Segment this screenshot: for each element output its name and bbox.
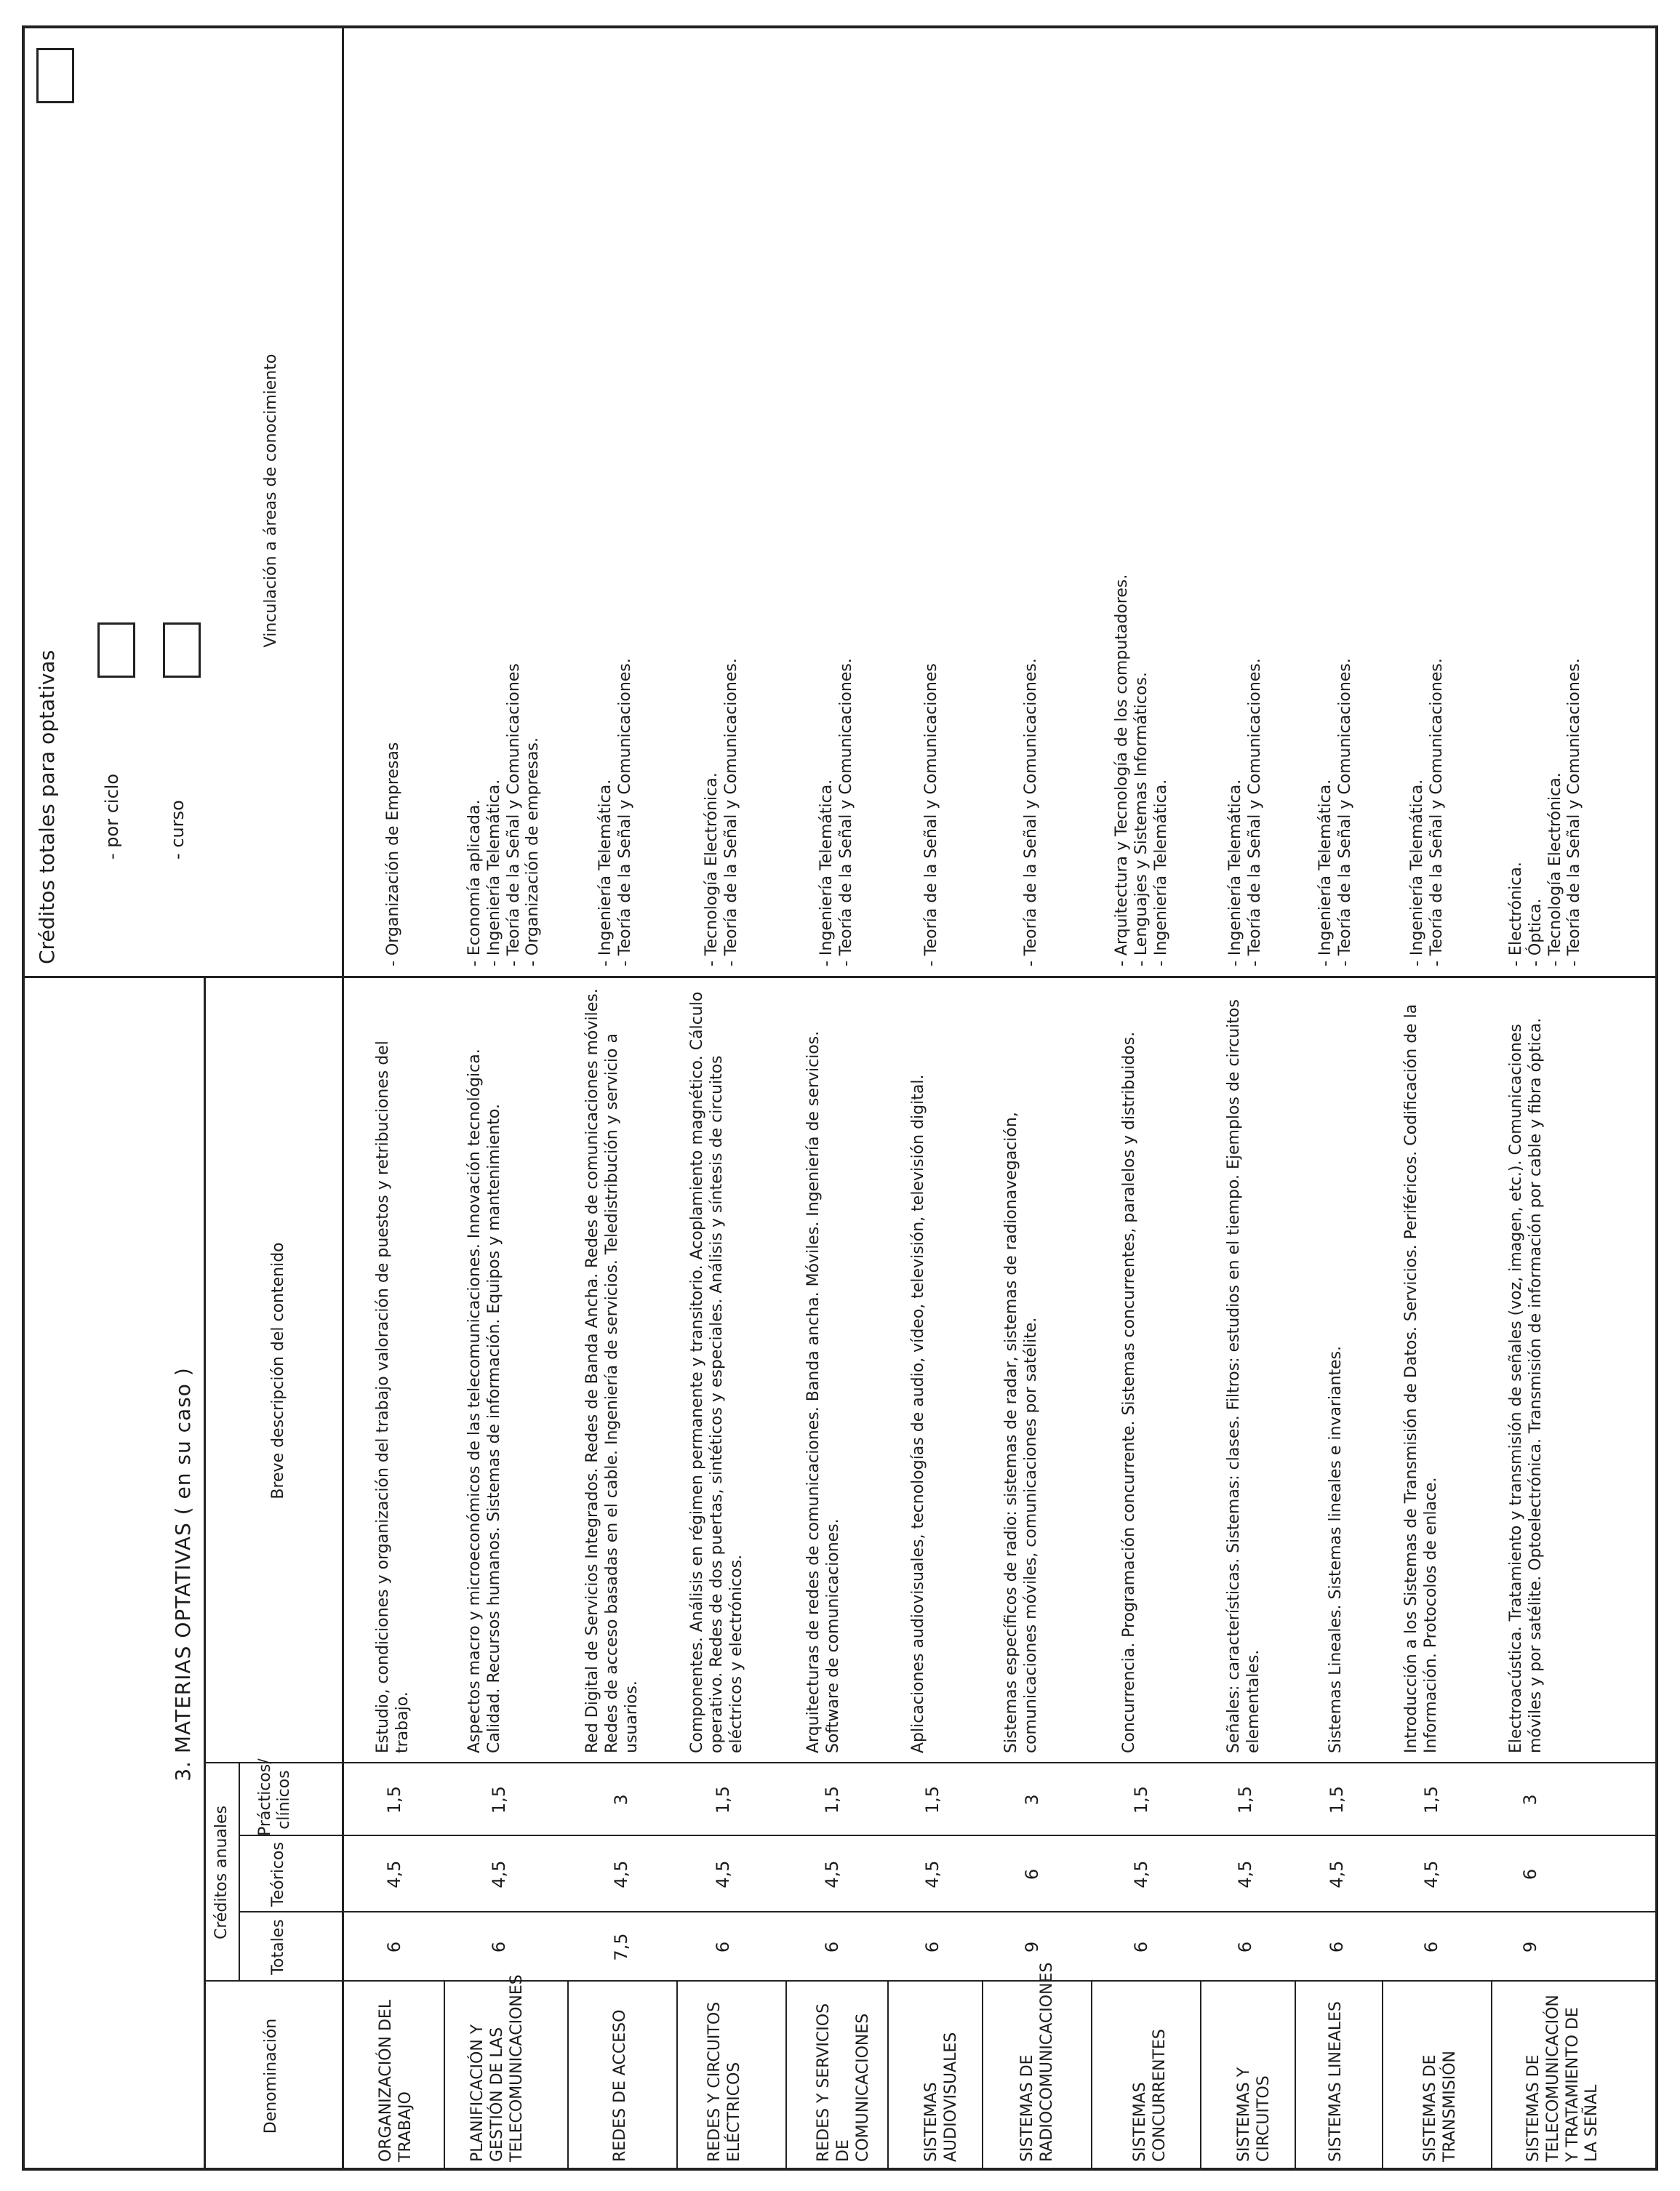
row-descripcion: Sistemas específicos de radio: sistemas de radar, sistemas de radionavegación, comunicaciones móviles, comunicaciones por satélite. — [1002, 1112, 1040, 1753]
row-teoricos: 4,5 — [611, 1860, 631, 1888]
row-teoricos: 6 — [1520, 1868, 1540, 1880]
row-practicos: 1,5 — [822, 1785, 842, 1814]
vinculacion-item: - Ingeniería Telemática. — [1226, 779, 1244, 966]
row-practicos: 3 — [1520, 1794, 1540, 1806]
col-teoricos-header: Teóricos — [269, 1842, 287, 1907]
header-divider — [204, 978, 206, 2171]
row-vinculacion — [703, 545, 742, 966]
row-descripcion: Aspectos macro y microeconómicos de las telecomunicaciones. Innovación tecnológica. Calidad. Recursos humanos. Sistemas de información. Equipos y mantenimiento. — [465, 1049, 503, 1753]
vinculacion-item: - Teoría de la Señal y Comunicaciones. — [615, 658, 634, 966]
row-teoricos: 4,5 — [922, 1860, 943, 1888]
row-totales: 6 — [1131, 1941, 1151, 1953]
vinculacion-item: - Organización de empresas. — [524, 737, 543, 966]
row-rule — [982, 1982, 983, 2171]
vinculacion-item: - Electrónica. — [1507, 862, 1525, 966]
vinculacion-item: - Teoría de la Señal y Comunicaciones — [922, 663, 940, 966]
row-denominacion: SISTEMAS LINEALES — [1327, 2000, 1345, 2162]
row-totales: 6 — [384, 1941, 404, 1953]
vinculacion-item: - Teoría de la Señal y Comunicaciones. — [1565, 658, 1584, 966]
vinculacion-item: - Teoría de la Señal y Comunicaciones. — [836, 658, 855, 966]
row-teoricos: 4,5 — [1327, 1860, 1347, 1888]
row-teoricos: 6 — [1022, 1868, 1042, 1880]
row-practicos: 1,5 — [489, 1785, 509, 1814]
creditos-totales-box — [36, 48, 74, 103]
vinculacion-item: - Teoría de la Señal y Comunicaciones. — [1245, 658, 1264, 966]
row-totales: 6 — [922, 1941, 943, 1953]
row-vinculacion — [596, 545, 636, 966]
row-vinculacion — [1113, 545, 1171, 966]
table-row — [676, 25, 785, 2171]
curso-label: - curso — [167, 800, 188, 860]
row-teoricos: 4,5 — [822, 1860, 842, 1888]
row-descripcion: Componentes. Análisis en régimen permanente y transitorio. Acoplamiento magnético. Cálculo operativo. Redes de dos puertas, sintéticos y especiales. Análisis y síntesis de circuitos eléctricos y electrónicos. — [688, 991, 745, 1753]
curso-box — [163, 622, 201, 678]
vinculacion-item: - Ingeniería Telemática. — [484, 779, 503, 966]
row-denominacion: SISTEMAS CONCURRENTES — [1131, 2029, 1169, 2162]
table-row — [1091, 25, 1200, 2171]
vinculacion-item: - Teoría de la Señal y Comunicaciones. — [1335, 658, 1354, 966]
row-vinculacion — [1316, 545, 1356, 966]
vinculacion-item: - Teoría de la Señal y Comunicaciones — [504, 663, 523, 966]
row-totales: 7,5 — [611, 1933, 631, 1961]
row-vinculacion — [465, 545, 543, 966]
col-vinculacion-header: Vinculación a áreas de conocimiento — [262, 353, 280, 648]
row-rule — [1382, 1982, 1383, 2171]
row-descripcion: Señales: características. Sistemas: clases. Filtros: estudios en el tiempo. Ejemplos de circuitos elementales. — [1225, 999, 1263, 1753]
row-denominacion: ORGANIZACIÓN DEL TRABAJO — [377, 1999, 415, 2162]
vinculacion-item: - Ingeniería Telemática. — [596, 779, 615, 966]
row-totales: 9 — [1022, 1941, 1042, 1953]
row-rule — [1295, 1982, 1296, 2171]
row-practicos: 1,5 — [922, 1785, 943, 1814]
row-denominacion: SISTEMAS Y CIRCUITOS — [1235, 2067, 1273, 2162]
row-denominacion: REDES Y SERVICIOS DE COMUNICACIONES — [815, 2003, 872, 2162]
vinculacion-item: - Ingeniería Telemática. — [1408, 779, 1426, 966]
row-practicos: 1,5 — [1421, 1785, 1441, 1814]
row-descripcion: Electroacústica. Tratamiento y transmisión de señales (voz, imagen, etc.). Comunicaciones móviles y por satélite. Optoelectrónica. Transmisión de información por cable y fibra óptica. — [1507, 1017, 1545, 1753]
creditos-totales-label: Créditos totales para optativas — [35, 649, 59, 964]
section-title: 3. MATERIAS OPTATIVAS ( en su caso ) — [171, 1367, 195, 1782]
row-teoricos: 4,5 — [1235, 1860, 1255, 1888]
row-descripcion: Aplicaciones audiovisuales, tecnologías de audio, vídeo, televisión, televisión digital. — [909, 1074, 927, 1753]
row-practicos: 1,5 — [1235, 1785, 1255, 1814]
row-rule — [676, 1982, 678, 2171]
row-rule — [1491, 1982, 1492, 2171]
row-vinculacion — [384, 545, 404, 966]
row-practicos: 1,5 — [1327, 1785, 1347, 1814]
col-totales-header: Totales — [269, 1919, 287, 1975]
vinculacion-item: - Tecnología Electrónica. — [1545, 772, 1564, 966]
credits-summary — [22, 25, 342, 978]
col-practicos-header: Prácticos/ clínicos — [256, 1758, 294, 1836]
vinculacion-item: - Teoría de la Señal y Comunicaciones. — [721, 658, 740, 966]
table-row — [444, 25, 567, 2171]
row-descripcion: Estudio, condiciones y organización del trabajo valoración de puestos y retribuciones del trabajo. — [374, 1041, 412, 1753]
table-row — [887, 25, 982, 2171]
row-rule — [1091, 1982, 1092, 2171]
col-denominacion-header: Denominación — [262, 2018, 280, 2134]
row-teoricos: 4,5 — [1131, 1860, 1151, 1888]
row-totales: 9 — [1520, 1941, 1540, 1953]
table-header — [22, 25, 342, 2171]
vinculacion-item: - Economía aplicada. — [465, 799, 484, 966]
row-practicos: 1,5 — [1131, 1785, 1151, 1814]
row-descripcion: Concurrencia. Programación concurrente. Sistemas concurrentes, paralelos y distribuidos. — [1120, 1031, 1138, 1753]
vinculacion-item: - Ingeniería Telemática. — [817, 779, 836, 966]
vinculacion-item: - Óptica. — [1526, 898, 1545, 966]
vinculacion-item: - Ingeniería Telemática. — [1151, 779, 1170, 966]
row-vinculacion — [1022, 545, 1041, 966]
row-practicos: 3 — [1022, 1794, 1042, 1806]
vinculacion-item: - Lenguajes y Sistemas Informáticos. — [1132, 672, 1151, 966]
row-descripcion: Red Digital de Servicios Integrados. Redes de Banda Ancha. Redes de comunicaciones móviles. Redes de acceso basadas en el cable. Ingeniería de servicios. Teledistribución y servicio a usuarios. — [583, 988, 641, 1753]
row-denominacion: SISTEMAS DE TRANSMISIÓN — [1421, 2050, 1459, 2162]
vinculacion-item: - Organización de Empresas — [384, 742, 402, 966]
col-creditos-header: Créditos anuales — [212, 1805, 231, 1940]
row-practicos: 1,5 — [384, 1785, 404, 1814]
row-teoricos: 4,5 — [489, 1860, 509, 1888]
row-denominacion: REDES Y CIRCUITOS ELÉCTRICOS — [705, 2001, 743, 2162]
row-totales: 6 — [1327, 1941, 1347, 1953]
row-descripcion: Arquitecturas de redes de comunicaciones. Banda ancha. Móviles. Ingeniería de servicios. Software de comunicaciones. — [804, 1030, 842, 1753]
rotated-page — [22, 25, 1658, 2171]
row-teoricos: 4,5 — [1421, 1860, 1441, 1888]
row-vinculacion — [1507, 545, 1585, 966]
row-rule — [444, 1982, 445, 2171]
vinculacion-item: - Arquitectura y Tecnología de los computadores. — [1113, 574, 1131, 966]
row-practicos: 1,5 — [713, 1785, 733, 1814]
row-teoricos: 4,5 — [384, 1860, 404, 1888]
row-practicos: 3 — [611, 1794, 631, 1806]
por-ciclo-label: - por ciclo — [102, 773, 122, 860]
row-denominacion: SISTEMAS AUDIOVISUALES — [922, 2032, 960, 2162]
table-row — [567, 25, 676, 2171]
row-vinculacion — [1408, 545, 1447, 966]
vinculacion-item: - Teoría de la Señal y Comunicaciones. — [1022, 658, 1040, 966]
row-teoricos: 4,5 — [713, 1860, 733, 1888]
table-row — [342, 25, 444, 2171]
row-totales: 6 — [1235, 1941, 1255, 1953]
row-totales: 6 — [1421, 1941, 1441, 1953]
row-rule — [887, 1982, 889, 2171]
vinculacion-item: - Teoría de la Señal y Comunicaciones. — [1427, 658, 1446, 966]
row-rule — [785, 1982, 787, 2171]
por-ciclo-box — [97, 622, 135, 678]
row-rule — [1200, 1982, 1201, 2171]
row-vinculacion — [817, 545, 857, 966]
table-row — [1295, 25, 1382, 2171]
row-denominacion: SISTEMAS DE TELECOMUNICACIÓN Y TRATAMIENTO DE LA SEÑAL — [1524, 1995, 1601, 2162]
col-descripcion-header: Breve descripción del contenido — [269, 1242, 287, 1499]
row-descripcion: Sistemas Lineales. Sistemas lineales e invariantes. — [1327, 1345, 1345, 1753]
row-denominacion: PLANIFICACIÓN Y GESTIÓN DE LAS TELECOMUNICACIONES — [468, 1974, 526, 2162]
row-totales: 6 — [489, 1941, 509, 1953]
creditos-divider — [239, 1763, 240, 1982]
row-vinculacion — [922, 545, 942, 966]
vinculacion-item: - Tecnología Electrónica. — [703, 772, 721, 966]
vinculacion-item: - Ingeniería Telemática. — [1316, 779, 1335, 966]
row-denominacion: SISTEMAS DE RADIOCOMUNICACIONES — [1018, 1962, 1056, 2162]
table-row — [1382, 25, 1491, 2171]
row-denominacion: REDES DE ACCESO — [611, 2009, 629, 2162]
row-descripcion: Introducción a los Sistemas de Transmisión de Datos. Servicios. Periféricos. Codificación de la Información. Protocolos de enlace. — [1402, 1004, 1440, 1753]
table-row — [785, 25, 887, 2171]
row-totales: 6 — [822, 1941, 842, 1953]
table-row — [982, 25, 1091, 2171]
row-rule — [567, 1982, 569, 2171]
table-row — [1200, 25, 1295, 2171]
row-vinculacion — [1226, 545, 1265, 966]
table-row — [1491, 25, 1658, 2171]
row-totales: 6 — [713, 1941, 733, 1953]
divider — [239, 1911, 342, 1912]
